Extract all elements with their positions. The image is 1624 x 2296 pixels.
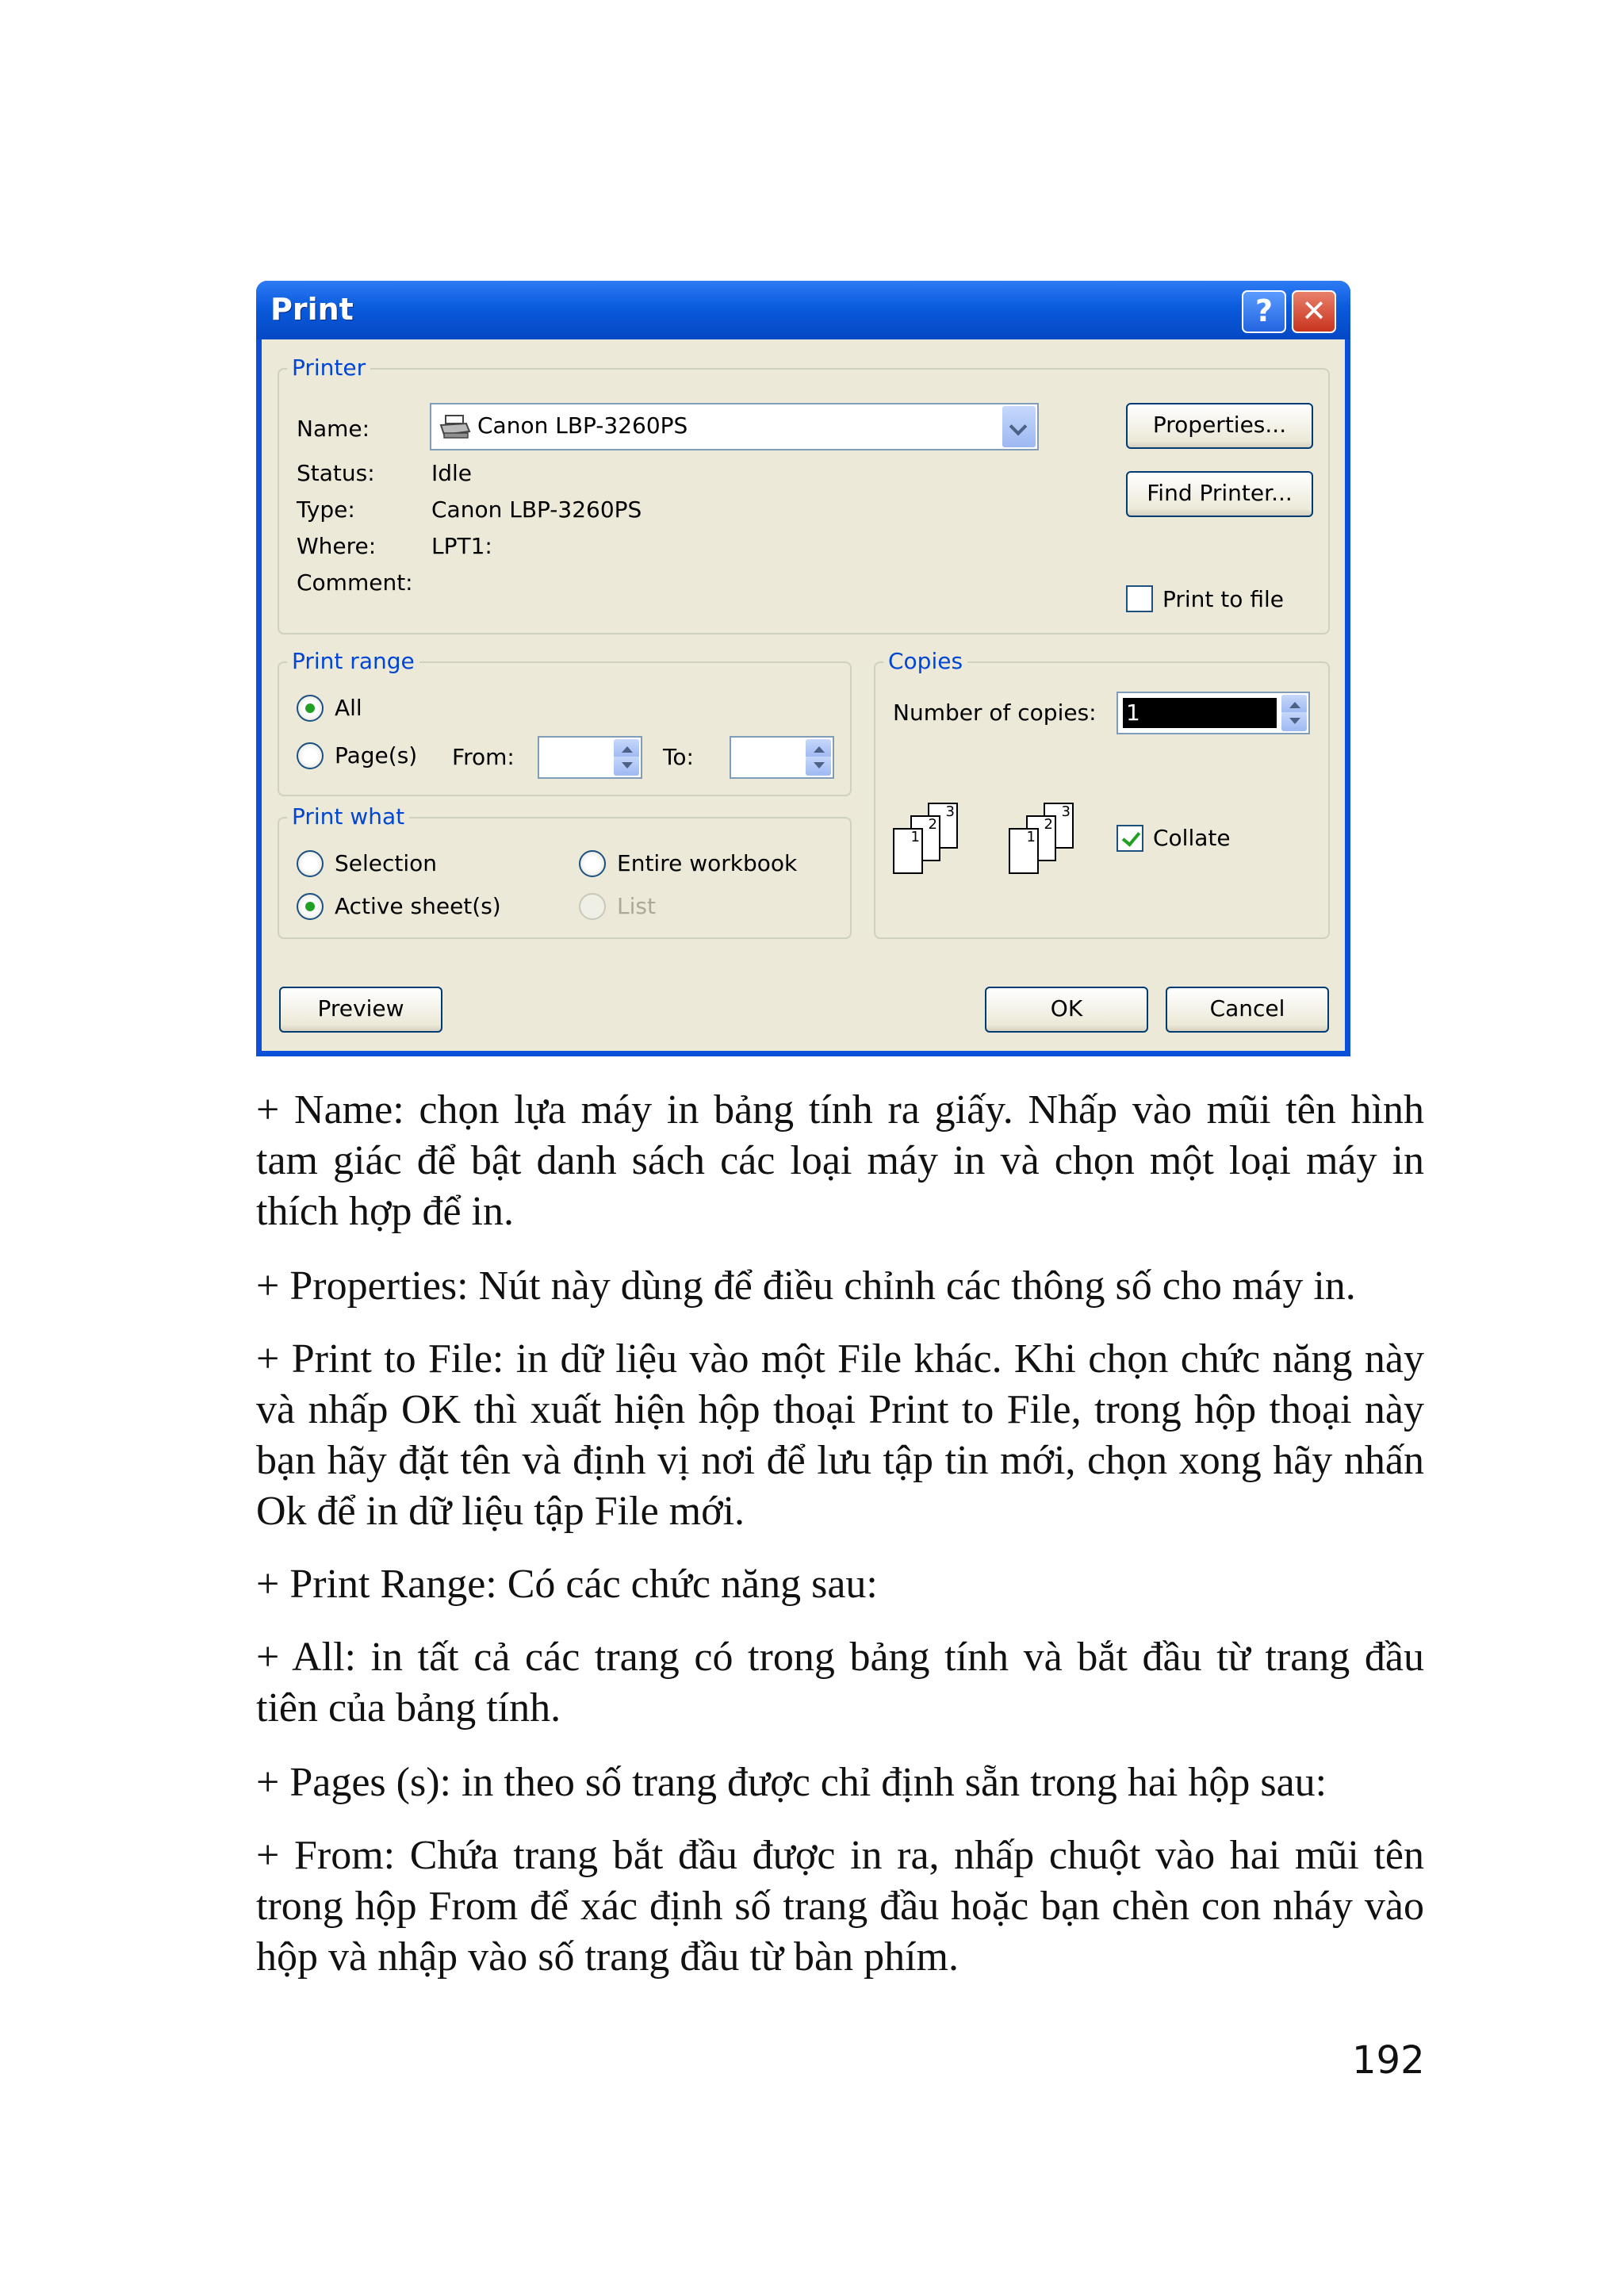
where-value: LPT1: [431,533,492,559]
preview-button[interactable]: Preview [279,987,442,1033]
spin-down-icon[interactable] [806,757,831,776]
paragraph-print-to-file: + Print to File: in dữ liệu vào một File khác. Khi chọn chức năng này và nhấp OK thì xuất hiện hộp thoại Print to File, trong hộp thoại này bạn hãy đặt tên và định vị nơi để lưu tập tin mới, chọn xong hãy nhấn Ok để in dữ liệu tập File mới. [256,1336,1424,1534]
printer-icon [439,414,471,439]
from-stepper[interactable] [538,736,642,779]
active-sheets-label[interactable]: Active sheet(s) [335,893,501,919]
paragraph-from: + From: Chứa trang bắt đầu được in ra, nhấp chuột vào hai mũi tên trong hộp From để xác định số trang đầu hoặc bạn chèn con nháy vào hộp và nhập vào số trang đầu từ bàn phím. [256,1833,1424,1980]
comment-label: Comment: [297,569,413,596]
print-to-file-label[interactable]: Print to file [1162,586,1284,612]
printer-group [278,355,1330,634]
collate-sheet-number: 3 [1061,803,1071,820]
title-bar[interactable] [256,281,1350,339]
active-sheets-radio[interactable] [297,893,324,920]
print-what-group-label: Print what [287,803,409,830]
status-value: Idle [431,460,473,486]
print-to-file-checkbox[interactable] [1126,585,1153,612]
paragraph-name: + Name: chọn lựa máy in bảng tính ra giấy. Nhấp vào mũi tên hình tam giác để bật danh sách các loại máy in và chọn một loại máy in thích hợp để in. [256,1087,1424,1234]
collate-label[interactable]: Collate [1153,825,1231,851]
entire-workbook-radio[interactable] [579,850,606,877]
list-label: List [617,893,656,919]
to-label: To: [663,744,694,770]
selection-label[interactable]: Selection [335,850,438,876]
page-number: 192 [1352,2038,1425,2083]
list-radio [579,893,606,920]
ok-button[interactable]: OK [985,987,1148,1033]
dropdown-arrow-icon[interactable] [1002,406,1036,447]
dialog-title: Print [270,292,354,327]
copies-group [874,648,1330,939]
print-range-group-label: Print range [287,648,419,675]
all-label[interactable]: All [335,695,362,721]
paragraph-all: + All: in tất cả các trang có trong bảng tính và bắt đầu từ trang đầu tiên của bảng tính. [256,1635,1424,1731]
collate-pages-icon [1009,803,1080,882]
collate-sheet-number: 1 [910,829,920,845]
spin-up-icon[interactable] [614,739,639,758]
number-of-copies-stepper[interactable] [1116,692,1310,734]
number-of-copies-label: Number of copies: [893,700,1097,726]
pages-radio[interactable] [297,742,324,769]
print-range-group [278,648,852,796]
help-icon[interactable]: ? [1242,290,1286,333]
where-label: Where: [297,533,377,559]
find-printer-button[interactable]: Find Printer... [1126,471,1313,517]
from-label: From: [452,744,515,770]
type-value: Canon LBP-3260PS [431,496,642,523]
paragraph-pages: + Pages (s): in theo số trang được chỉ định sẵn trong hai hộp sau: [256,1760,1327,1805]
spin-up-icon[interactable] [1281,695,1307,714]
cancel-button[interactable]: Cancel [1166,987,1329,1033]
status-label: Status: [297,460,375,486]
copies-group-label: Copies [883,648,967,675]
selection-radio[interactable] [297,850,324,877]
spin-down-icon[interactable] [1281,712,1307,731]
name-label: Name: [297,416,370,442]
collate-pages-icon [893,803,964,882]
collate-checkbox[interactable] [1116,825,1143,852]
dialog-client-area [262,339,1345,1051]
print-dialog [256,281,1350,1056]
paragraph-print-range: + Print Range: Có các chức năng sau: [256,1562,878,1607]
number-of-copies-value[interactable]: 1 [1123,698,1277,728]
properties-button[interactable]: Properties... [1126,403,1313,449]
entire-workbook-label[interactable]: Entire workbook [617,850,798,876]
printer-name-select[interactable] [430,403,1039,450]
printer-name-value: Canon LBP-3260PS [477,412,688,439]
paragraph-properties: + Properties: Nút này dùng để điều chỉnh các thông số cho máy in. [256,1263,1356,1309]
close-icon[interactable]: ✕ [1292,290,1336,333]
to-stepper[interactable] [730,736,834,779]
pages-label[interactable]: Page(s) [335,742,418,769]
collate-sheet-number: 1 [1026,829,1036,845]
type-label: Type: [297,496,355,523]
printer-group-label: Printer [287,355,370,381]
collate-sheet-number: 3 [945,803,955,820]
collate-sheet-number: 2 [1044,816,1053,833]
print-what-group [278,803,852,939]
spin-down-icon[interactable] [614,757,639,776]
all-radio[interactable] [297,695,324,722]
collate-sheet-number: 2 [928,816,937,833]
spin-up-icon[interactable] [806,739,831,758]
